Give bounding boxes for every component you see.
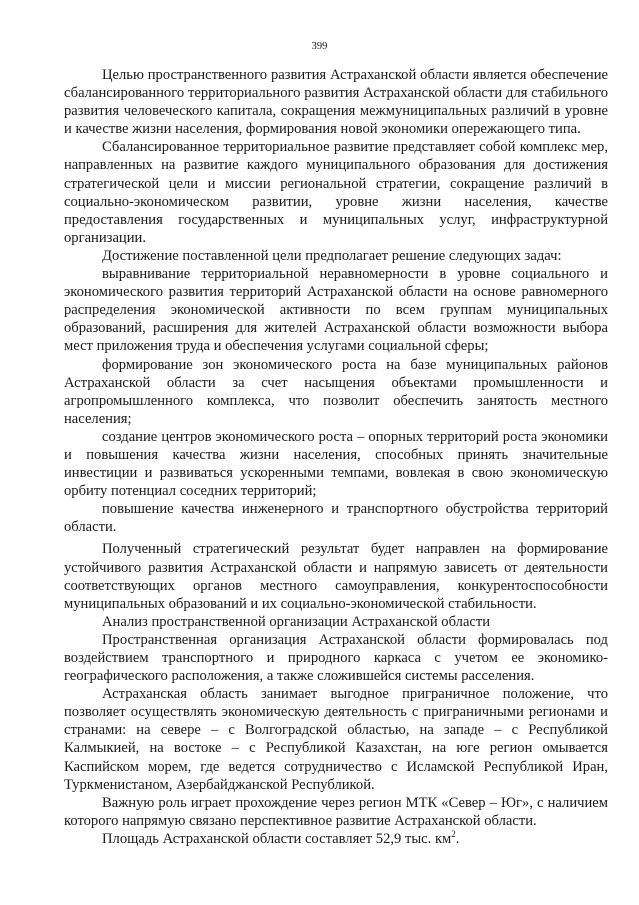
area-suffix: .	[455, 830, 460, 847]
document-body	[64, 66, 608, 848]
paragraph: Важную роль играет прохождение через регион МТК «Север – Юг», с наличием которого напрямую связано перспективное развитие Астраханской области.	[64, 794, 608, 829]
paragraph: Пространственная организация Астраханской области формировалась под воздействием транспортного и природного каркаса с учетом ее экономико-географического расположения, а также сложившейся системы расселения.	[64, 631, 608, 685]
list-item: выравнивание территориальной неравномерности в уровне социального и экономического развития территорий Астраханской области на основе равномерного распределения экономической активности по всем группам муниципальных образований, расширения для жителей Астраханской области возможности выбора мест приложения труда и обеспечения услугами социальной сферы;	[64, 266, 608, 355]
page-number: 399	[311, 41, 328, 52]
paragraph: Достижение поставленной цели предполагает решение следующих задач:	[102, 247, 562, 264]
paragraph: Полученный стратегический результат будет направлен на формирование устойчивого развития Астраханской области и напрямую зависеть от деятельности соответствующих органов местного самоуправления, конкурентоспособности муниципальных образований и их социально-экономической стабильности.	[64, 541, 608, 612]
list-item: создание центров экономического роста – опорных территорий роста экономики и повышения качества жизни населения, способных принять значительные инвестиции и развиваться ускоренными темпами, вовлекая в свою экономическую орбиту потенциал соседних территорий;	[64, 428, 608, 500]
paragraph: Сбалансированное территориальное развитие представляет собой комплекс мер, направленных на развитие каждого муниципального образования для достижения стратегической цели и миссии региональной стратегии, сокращение различий в социально-экономическом развитии, уровне жизни населения, качестве предоставления государственных и муниципальных услуг, инфраструктурной организации.	[64, 139, 608, 246]
list-item: формирование зон экономического роста на базе муниципальных районов Астраханской области за счет насыщения объектами промышленности и агропромышленного комплекса, что позволит обеспечить занятость местного населения;	[64, 356, 608, 427]
paragraph: Целью пространственного развития Астраханской области является обеспечение сбалансированного территориального развития Астраханской области для стабильного развития человеческого капитала, сокращения межмуниципальных различий в уровне и качестве жизни населения, формирования новой экономики опережающего типа.	[64, 67, 608, 138]
area-text: Площадь Астраханской области составляет 52,9 тыс. км	[102, 830, 452, 847]
paragraph: Астраханская область занимает выгодное приграничное положение, что позволяет осуществлять экономическую деятельность с приграничными регионами и странами: на севере – с Волгоградской областью, на западе – с Республикой Калмыкией, на востоке – с Республикой Казахстан, на юге регион омывается Каспийском морем, где ведется сотрудничество с Исламской Республикой Иран, Туркменистаном, Азербайджанской Республикой.	[64, 686, 608, 793]
section-heading: Анализ пространственной организации Астраханской области	[102, 613, 491, 630]
list-item: повышение качества инженерного и транспортного обустройства территорий области.	[64, 501, 608, 536]
area-superscript: 2	[451, 829, 456, 840]
paragraph-area	[64, 830, 608, 848]
